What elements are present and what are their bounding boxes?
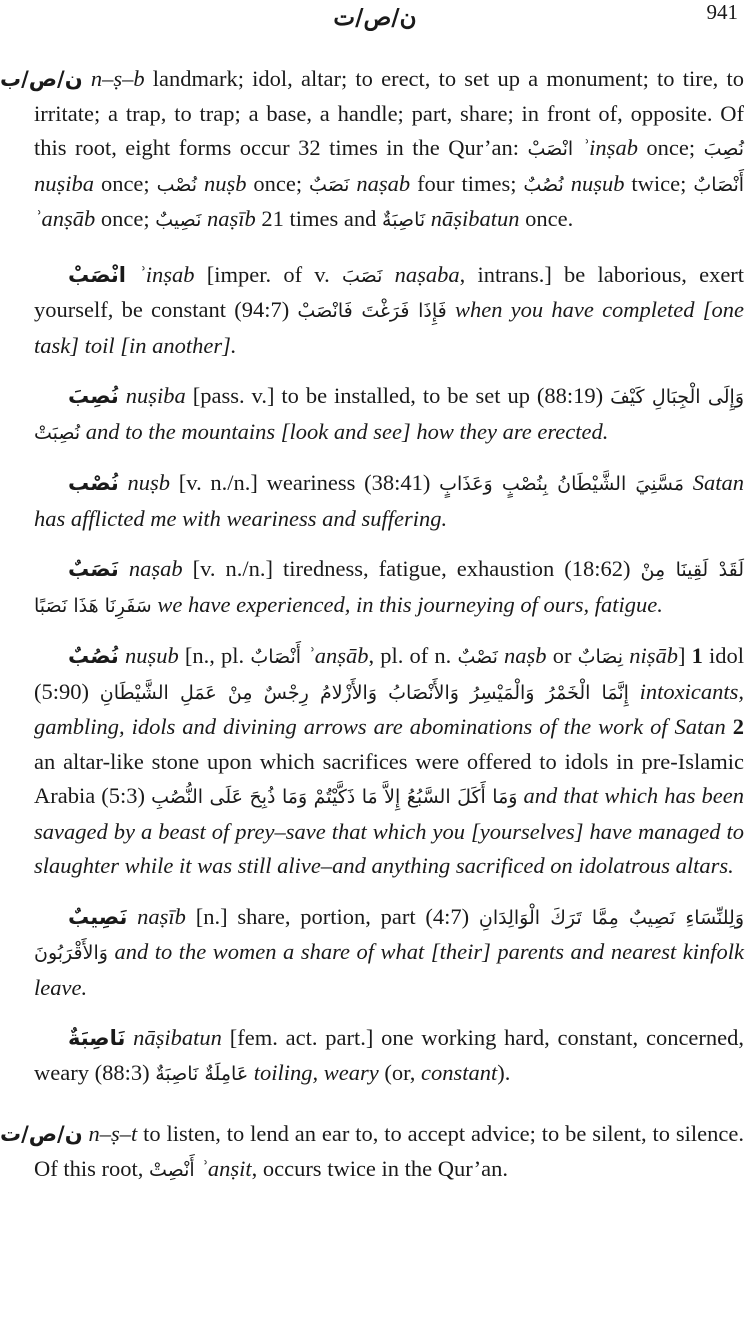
form-arabic: نُصُبٌ	[523, 173, 564, 196]
form-arabic: نَصَبٌ	[309, 173, 350, 196]
form-arabic: أَنْصَابٌ	[693, 173, 745, 196]
form-count: once;	[100, 206, 150, 231]
definition: [fem. act. part.] one working hard, constant, concerned, weary (88:3)	[34, 1025, 745, 1085]
form-transliteration: naṣab	[356, 170, 411, 196]
definition: idol (5:90)	[34, 643, 745, 704]
form-count: once;	[646, 135, 696, 160]
grammar-transliteration: naṣb	[504, 643, 547, 668]
form-transliteration: ʾanṣit	[200, 1155, 252, 1181]
sense-number: 2	[732, 714, 744, 739]
quran-quote-arabic: وَمَا أَكَلَ السَّبُعُ إِلاَّ مَا ذَكَّيْتُمْ وَمَا ذُبِحَ عَلَى النُّصُبِ	[151, 786, 518, 808]
grammar-note: , pl. of n.	[368, 643, 452, 668]
root-definition: to listen, to lend an ear to, to accept advice; to be silent, to silence. Of this root,	[34, 1121, 745, 1181]
root-transliteration: n–ṣ–t	[88, 1121, 138, 1146]
quran-quote-translation: and to the women a share of what [their] parents and nearest kinfolk leave.	[34, 939, 744, 1000]
grammar-arabic: نِصَابٌ	[577, 646, 624, 668]
form-count: once;	[253, 170, 303, 196]
sub-entry-nusub	[0, 639, 750, 884]
quran-quote-arabic: مَسَّنِيَ الشَّيْطَانُ بِنُصْبٍ وَعَذَابٍ	[439, 473, 685, 495]
quran-quote-translation: intoxicants, gambling, idols and divining arrows are abominations of the work of Satan	[34, 678, 745, 739]
headword-arabic: نُصْب	[68, 471, 119, 495]
quran-quote-translation: and that which has been savaged by a beast of prey–save that which you [yourselves] have managed to slaughter while it was still alive–and anything sacrificed on idolatrous altars.	[34, 783, 745, 878]
form-transliteration: naṣīb	[207, 206, 256, 231]
definition: , intrans.] be laborious, exert yourself, be constant (94:7)	[34, 261, 745, 322]
headword-transliteration: naṣīb	[137, 903, 186, 929]
alt-note-italic: constant	[421, 1059, 498, 1085]
definition: [pass. v.] to be installed, to be set up (88:19)	[192, 383, 604, 408]
grammar-note: [n., pl.	[184, 643, 245, 668]
form-transliteration: ʾanṣāb	[34, 206, 96, 231]
form-count: once.	[525, 206, 574, 231]
grammar-arabic: نَصَبَ	[341, 264, 383, 287]
form-transliteration: ʾinṣab	[581, 135, 638, 160]
definition: [v. n./n.] weariness (38:41)	[178, 470, 431, 495]
form-transliteration: nuṣub	[570, 170, 625, 196]
form-transliteration: nuṣb	[203, 170, 247, 196]
sub-entry-nasab	[0, 552, 750, 623]
quran-quote-translation: toiling, weary	[253, 1059, 379, 1085]
form-arabic: نَصِيبٌ	[155, 209, 202, 231]
grammar-transliteration: niṣāb	[629, 643, 678, 668]
form-transliteration: nuṣiba	[34, 170, 95, 196]
headword-arabic: نَاصِبَةٌ	[68, 1026, 126, 1050]
root-arabic: ن/ص/ت	[0, 1122, 83, 1146]
headword-arabic: نَصِيبٌ	[68, 904, 128, 929]
headword-transliteration: nuṣb	[127, 470, 171, 495]
quran-quote-arabic: إِنَّمَا الْخَمْرُ وَالْمَيْسِرُ وَالأَنْصَابُ وَالأَزْلامُ رِجْسٌ مِنْ عَمَلِ الشَّيْطَانِ	[99, 681, 629, 704]
root-entry-nst	[0, 1117, 750, 1187]
page-header	[0, 0, 750, 48]
form-count: twice;	[631, 170, 687, 196]
grammar-note: ]	[677, 643, 686, 668]
sub-entry-nusiba	[0, 379, 750, 450]
quran-quote-arabic: عَامِلَةٌ نَاصِبَةٌ	[155, 1062, 249, 1085]
headword-transliteration: naṣab	[128, 556, 183, 581]
form-arabic: نُصِبَ	[703, 138, 745, 160]
headword-arabic: نَصَبٌ	[68, 557, 119, 581]
root-definition: landmark; idol, altar; to erect, to set up a monument; to tire, to irritate; a trap, to trap; a base, a handle; part, share; in front of, opposite. Of this root, eight forms occur 32 times in the Qur’an:	[34, 66, 744, 160]
definition: [v. n./n.] tiredness, fatigue, exhaustion (18:62)	[192, 556, 631, 581]
definition: [n.] share, portion, part (4:7)	[195, 903, 470, 929]
quran-quote-translation: when you have completed [one task] toil [in another].	[34, 297, 744, 358]
page-body	[0, 62, 750, 1207]
root-definition: , occurs twice in the Qur’an.	[251, 1155, 508, 1181]
headword-transliteration: nāṣibatun	[133, 1025, 222, 1050]
root-entry-nsb	[0, 62, 750, 238]
headword-arabic: انْصَبْ	[68, 262, 127, 287]
running-head: ن/ص/ت	[333, 4, 417, 31]
quran-quote-arabic: لَقَدْ لَقِينَا مِنْ سَفَرِنَا هَذَا نَصَبًا	[34, 559, 745, 617]
headword-transliteration: ʾinṣab	[138, 261, 195, 287]
sub-entry-nusb	[0, 466, 750, 536]
grammar-arabic: أَنْصَابٌ	[250, 646, 302, 668]
form-arabic: أَنْصِتْ	[149, 1158, 195, 1181]
quran-quote-translation: we have experienced, in this journeying of ours, fatigue.	[157, 591, 663, 617]
headword-transliteration: nuṣub	[124, 643, 179, 668]
alt-note: (or,	[384, 1059, 416, 1085]
quran-quote-arabic: وَإِلَى الْجِبَالِ كَيْفَ نُصِبَتْ	[34, 386, 745, 444]
form-count: 21 times and	[261, 206, 377, 231]
headword-arabic: نُصِبَ	[68, 384, 119, 408]
form-arabic: نَاصِبَةٌ	[382, 209, 426, 231]
grammar-note: or	[552, 643, 572, 668]
quran-quote-arabic: فَإِذَا فَرَغْتَ فَانْصَبْ	[297, 300, 447, 322]
quran-quote-translation: and to the mountains [look and see] how they are erected.	[85, 418, 609, 444]
grammar-transliteration: ʾanṣāb	[307, 643, 369, 668]
quran-quote-arabic: وَلِلنِّسَاءِ نَصِيبٌ مِمَّا تَرَكَ الْوَالِدَانِ وَالأَقْرَبُونَ	[34, 906, 745, 964]
sub-entry-nasib	[0, 900, 750, 1006]
form-arabic: انْصَبْ	[527, 138, 574, 160]
alt-note-close: ).	[497, 1059, 511, 1085]
form-count: once;	[100, 170, 150, 196]
form-count: four times;	[417, 170, 517, 196]
sub-entry-insab	[0, 258, 750, 364]
headword-arabic: نُصُبٌ	[68, 644, 119, 668]
grammar-arabic: نَصْبٌ	[457, 646, 498, 668]
sense-number: 1	[691, 643, 703, 668]
root-transliteration: n–ṣ–b	[90, 66, 145, 91]
grammar-transliteration: naṣaba	[394, 261, 460, 287]
root-arabic: ن/ص/ب	[0, 67, 83, 91]
headword-transliteration: nuṣiba	[125, 383, 186, 408]
sub-entry-nasibatun	[0, 1021, 750, 1091]
quran-quote-translation: Satan has afflicted me with weariness and suffering.	[34, 470, 745, 531]
grammar-note: [imper. of v.	[206, 261, 330, 287]
form-arabic: نُصْب	[156, 173, 198, 196]
form-transliteration: nāṣibatun	[430, 206, 520, 231]
definition: an altar-like stone upon which sacrifices were offered to idols in pre-Islamic Arabia (5:3)	[34, 748, 744, 808]
page-number: 941	[706, 0, 738, 24]
